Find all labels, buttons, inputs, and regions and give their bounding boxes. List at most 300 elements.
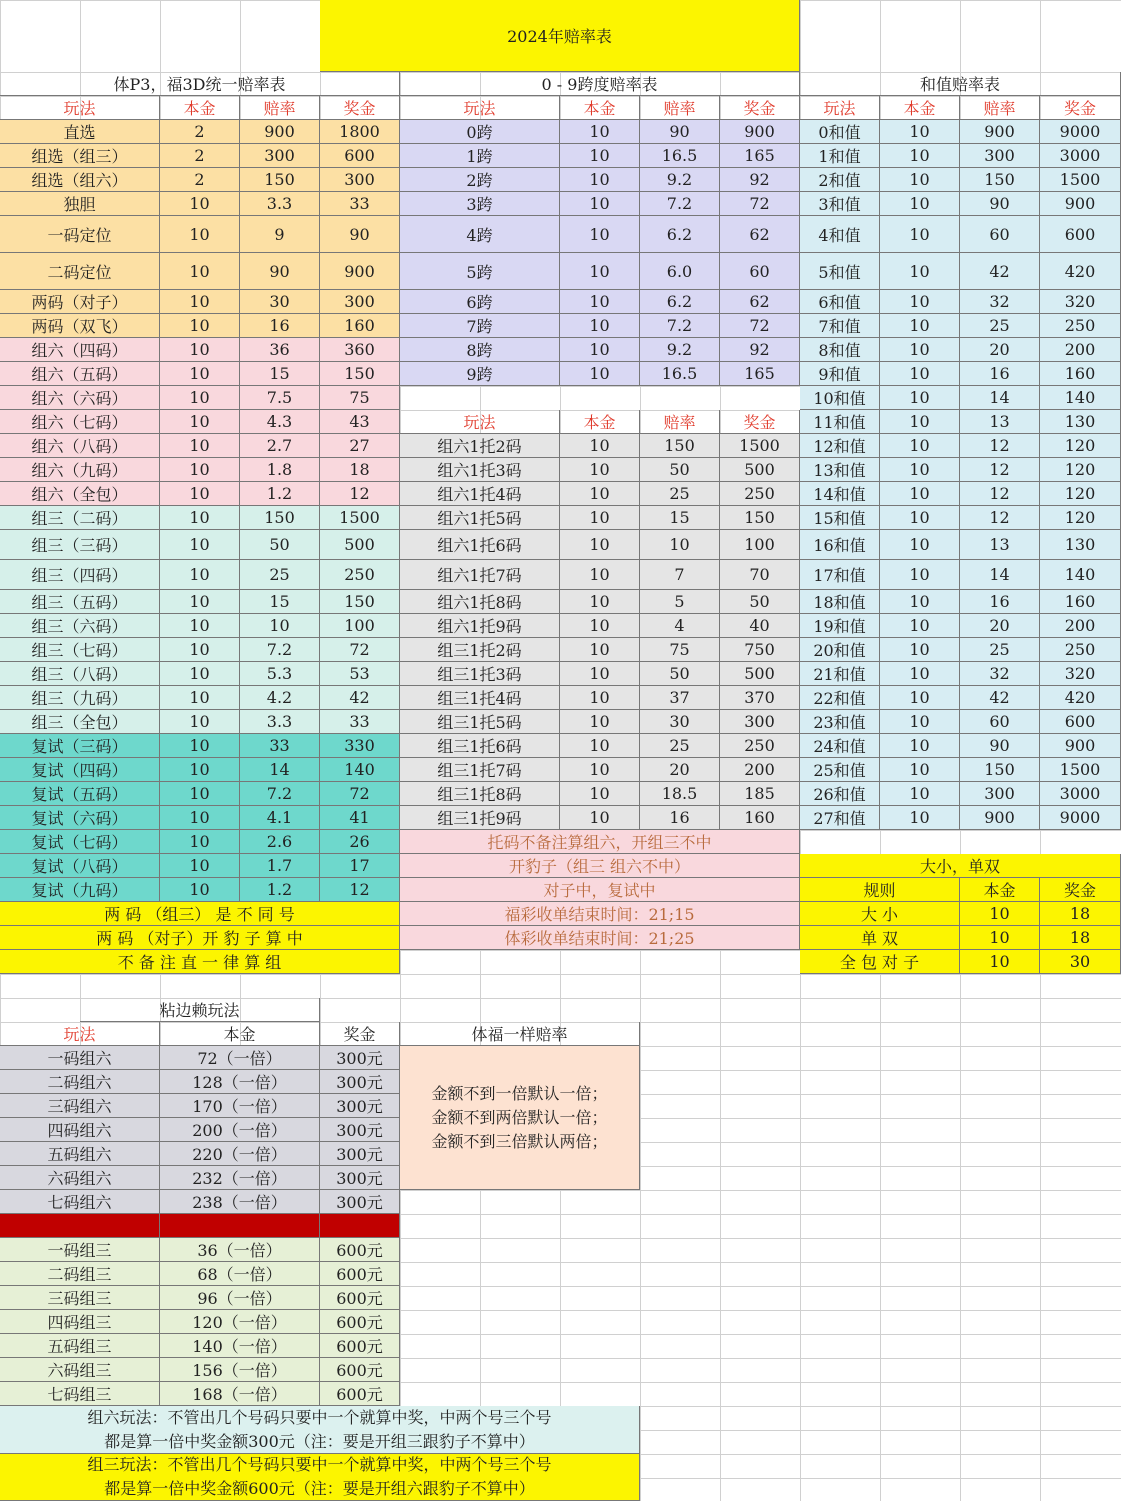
p3-row-cell: 4.3 <box>240 410 320 434</box>
sum-row-cell: 320 <box>1040 290 1121 314</box>
span-row-cell: 4跨 <box>400 216 560 253</box>
edge-three-cell: 六码组三 <box>0 1358 160 1382</box>
edge-three-cell: 四码组三 <box>0 1310 160 1334</box>
p3-note: 不 备 注 直 一 律 算 组 <box>0 950 400 974</box>
span-table-title: 0 - 9跨度赔率表 <box>400 72 800 96</box>
p3-row-cell: 复试（四码） <box>0 758 160 782</box>
sum-row-cell: 16 <box>960 362 1040 386</box>
p3-row-cell: 10 <box>160 830 240 854</box>
p3-row-cell: 43 <box>320 410 400 434</box>
span-row-cell: 6.2 <box>640 216 720 253</box>
sum-row-cell: 1和值 <box>800 144 880 168</box>
p3-row-cell: 10 <box>160 410 240 434</box>
p3-row-cell: 15 <box>240 362 320 386</box>
p3-note: 两 码 （组三） 是 不 同 号 <box>0 902 400 926</box>
tuo-note: 托码不备注算组六，开组三不中 <box>400 830 800 854</box>
tuo-row-cell: 4 <box>640 614 720 638</box>
p3-row-cell: 16 <box>240 314 320 338</box>
edge-six-cell: 300元 <box>320 1190 400 1214</box>
sum-row-cell: 8和值 <box>800 338 880 362</box>
span-row-cell: 10 <box>560 290 640 314</box>
tuo-row-cell: 组六1托4码 <box>400 482 560 506</box>
sum-row-cell: 10 <box>880 386 960 410</box>
tuo-row-cell: 组六1托8码 <box>400 590 560 614</box>
edge-three-cell: 168（一倍） <box>160 1382 320 1406</box>
sum-row-cell: 60 <box>960 710 1040 734</box>
p3-row-cell: 10 <box>160 434 240 458</box>
separator-bar <box>0 1214 160 1238</box>
tuo-header-3: 奖金 <box>720 410 800 434</box>
p3-row-cell: 二码定位 <box>0 253 160 290</box>
sum-row-cell: 10 <box>880 434 960 458</box>
tuo-row-cell: 370 <box>720 686 800 710</box>
tuo-row-cell: 组六1托6码 <box>400 530 560 560</box>
tuo-note: 对子中，复试中 <box>400 878 800 902</box>
sum-row-cell: 3和值 <box>800 192 880 216</box>
tuo-row-cell: 30 <box>640 710 720 734</box>
p3-row-cell: 组选（组六） <box>0 168 160 192</box>
p3-row-cell: 1.2 <box>240 878 320 902</box>
sum-row-cell: 90 <box>960 734 1040 758</box>
p3-row-cell: 10 <box>160 590 240 614</box>
bigsmall-row-cell: 大 小 <box>800 902 960 926</box>
tuo-row-cell: 10 <box>560 434 640 458</box>
span-row-cell: 7跨 <box>400 314 560 338</box>
edge-six-cell: 300元 <box>320 1094 400 1118</box>
sum-row-cell: 150 <box>960 168 1040 192</box>
p3-row-cell: 组六（六码） <box>0 386 160 410</box>
sum-header-1: 本金 <box>880 96 960 120</box>
sum-row-cell: 12 <box>960 506 1040 530</box>
sum-row-cell: 9000 <box>1040 120 1121 144</box>
p3-row-cell: 360 <box>320 338 400 362</box>
sum-row-cell: 27和值 <box>800 806 880 830</box>
sum-row-cell: 13 <box>960 410 1040 434</box>
edge-three-cell: 68（一倍） <box>160 1262 320 1286</box>
tuo-row-cell: 10 <box>560 782 640 806</box>
p3-row-cell: 500 <box>320 530 400 560</box>
edge-six-cell: 一码组六 <box>0 1046 160 1070</box>
edge-six-cell: 四码组六 <box>0 1118 160 1142</box>
tuo-row-cell: 10 <box>560 458 640 482</box>
sum-row-cell: 140 <box>1040 560 1121 590</box>
p3-row-cell: 10 <box>160 482 240 506</box>
sum-row-cell: 10 <box>880 506 960 530</box>
sum-row-cell: 600 <box>1040 710 1121 734</box>
edge-six-cell: 200（一倍） <box>160 1118 320 1142</box>
bigsmall-row-cell: 10 <box>960 926 1040 950</box>
p3-row-cell: 9 <box>240 216 320 253</box>
span-row-cell: 10 <box>560 216 640 253</box>
p3-row-cell: 10 <box>160 253 240 290</box>
sum-row-cell: 420 <box>1040 253 1121 290</box>
span-row-cell: 165 <box>720 362 800 386</box>
sum-row-cell: 900 <box>1040 192 1121 216</box>
tuo-row-cell: 50 <box>720 590 800 614</box>
span-header-2: 赔率 <box>640 96 720 120</box>
p3-row-cell: 75 <box>320 386 400 410</box>
p3-row-cell: 36 <box>240 338 320 362</box>
p3-row-cell: 独胆 <box>0 192 160 216</box>
span-row-cell: 8跨 <box>400 338 560 362</box>
sum-row-cell: 25和值 <box>800 758 880 782</box>
sum-row-cell: 18和值 <box>800 590 880 614</box>
tuo-row-cell: 1500 <box>720 434 800 458</box>
edge-three-cell: 156（一倍） <box>160 1358 320 1382</box>
span-header-3: 奖金 <box>720 96 800 120</box>
edge-three-cell: 七码组三 <box>0 1382 160 1406</box>
sum-row-cell: 900 <box>960 806 1040 830</box>
same-odds-notes <box>400 1046 640 1190</box>
p3-row-cell: 72 <box>320 638 400 662</box>
tuo-row-cell: 750 <box>720 638 800 662</box>
sum-row-cell: 42 <box>960 686 1040 710</box>
edge-title: 粘边赖玩法 <box>80 998 320 1022</box>
tuo-row-cell: 25 <box>640 734 720 758</box>
sum-row-cell: 130 <box>1040 530 1121 560</box>
edge-six-cell: 三码组六 <box>0 1094 160 1118</box>
tuo-header-0: 玩法 <box>400 410 560 434</box>
p3-note: 两 码 （对子）开 豹 子 算 中 <box>0 926 400 950</box>
sum-row-cell: 200 <box>1040 338 1121 362</box>
sum-row-cell: 4和值 <box>800 216 880 253</box>
p3-row-cell: 12 <box>320 482 400 506</box>
tuo-row-cell: 10 <box>560 806 640 830</box>
span-row-cell: 7.2 <box>640 192 720 216</box>
p3-row-cell: 600 <box>320 144 400 168</box>
sum-row-cell: 9和值 <box>800 362 880 386</box>
p3-row-cell: 10 <box>160 458 240 482</box>
p3-row-cell: 10 <box>160 290 240 314</box>
p3-table-title: 体P3，福3D统一赔率表 <box>0 72 400 96</box>
edge-six-cell: 232（一倍） <box>160 1166 320 1190</box>
tuo-row-cell: 15 <box>640 506 720 530</box>
p3-row-cell: 组六（九码） <box>0 458 160 482</box>
sum-row-cell: 120 <box>1040 434 1121 458</box>
sum-row-cell: 10 <box>880 482 960 506</box>
sum-row-cell: 3000 <box>1040 782 1121 806</box>
edge-six-cell: 300元 <box>320 1070 400 1094</box>
p3-row-cell: 150 <box>240 506 320 530</box>
p3-row-cell: 140 <box>320 758 400 782</box>
rule-line: 组六玩法：不管出几个号码只要中一个就算中奖，中两个号三个号 <box>87 1407 552 1427</box>
tuo-note: 开豹子（组三 组六不中） <box>400 854 800 878</box>
tuo-row-cell: 150 <box>640 434 720 458</box>
sum-row-cell: 23和值 <box>800 710 880 734</box>
p3-row-cell: 25 <box>240 560 320 590</box>
tuo-row-cell: 组六1托3码 <box>400 458 560 482</box>
p3-row-cell: 33 <box>320 192 400 216</box>
tuo-row-cell: 10 <box>560 590 640 614</box>
edge-three-cell: 五码组三 <box>0 1334 160 1358</box>
span-row-cell: 10 <box>560 144 640 168</box>
tuo-row-cell: 25 <box>640 482 720 506</box>
rule-group-three <box>0 1454 640 1501</box>
tuo-row-cell: 组三1托3码 <box>400 662 560 686</box>
edge-three-cell: 二码组三 <box>0 1262 160 1286</box>
edge-three-cell: 600元 <box>320 1334 400 1358</box>
p3-row-cell: 7.2 <box>240 782 320 806</box>
p3-row-cell: 10 <box>160 854 240 878</box>
sum-row-cell: 10 <box>880 806 960 830</box>
sum-row-cell: 10 <box>880 290 960 314</box>
sum-row-cell: 20 <box>960 338 1040 362</box>
p3-row-cell: 2.6 <box>240 830 320 854</box>
p3-row-cell: 组三（三码） <box>0 530 160 560</box>
tuo-row-cell: 100 <box>720 530 800 560</box>
sum-row-cell: 32 <box>960 290 1040 314</box>
p3-row-cell: 150 <box>320 590 400 614</box>
sum-row-cell: 300 <box>960 144 1040 168</box>
tuo-row-cell: 组三1托2码 <box>400 638 560 662</box>
sum-row-cell: 26和值 <box>800 782 880 806</box>
tuo-row-cell: 10 <box>560 614 640 638</box>
span-row-cell: 92 <box>720 168 800 192</box>
edge-six-cell: 300元 <box>320 1166 400 1190</box>
p3-row-cell: 10 <box>240 614 320 638</box>
sum-row-cell: 10 <box>880 590 960 614</box>
edge-three-cell: 600元 <box>320 1358 400 1382</box>
rule-group-six <box>0 1406 640 1454</box>
p3-row-cell: 组三（四码） <box>0 560 160 590</box>
sum-row-cell: 22和值 <box>800 686 880 710</box>
p3-row-cell: 17 <box>320 854 400 878</box>
p3-row-cell: 直选 <box>0 120 160 144</box>
sum-row-cell: 10 <box>880 530 960 560</box>
span-row-cell: 9.2 <box>640 338 720 362</box>
tuo-row-cell: 50 <box>640 458 720 482</box>
p3-row-cell: 26 <box>320 830 400 854</box>
p3-row-cell: 5.3 <box>240 662 320 686</box>
span-row-cell: 9.2 <box>640 168 720 192</box>
sum-row-cell: 5和值 <box>800 253 880 290</box>
edge-three-cell: 600元 <box>320 1310 400 1334</box>
bigsmall-header-0: 规则 <box>800 878 960 902</box>
tuo-row-cell: 10 <box>560 482 640 506</box>
sum-row-cell: 16 <box>960 590 1040 614</box>
sum-row-cell: 10 <box>880 614 960 638</box>
tuo-note: 体彩收单结束时间：21;25 <box>400 926 800 950</box>
p3-row-cell: 4.1 <box>240 806 320 830</box>
sum-header-3: 奖金 <box>1040 96 1121 120</box>
p3-row-cell: 33 <box>320 710 400 734</box>
p3-row-cell: 组三（五码） <box>0 590 160 614</box>
p3-row-cell: 7.5 <box>240 386 320 410</box>
sum-row-cell: 250 <box>1040 314 1121 338</box>
sum-row-cell: 13和值 <box>800 458 880 482</box>
p3-row-cell: 27 <box>320 434 400 458</box>
p3-row-cell: 复试（九码） <box>0 878 160 902</box>
p3-row-cell: 33 <box>240 734 320 758</box>
p3-row-cell: 复试（八码） <box>0 854 160 878</box>
p3-header-2: 赔率 <box>240 96 320 120</box>
p3-row-cell: 两码（双飞） <box>0 314 160 338</box>
span-row-cell: 10 <box>560 362 640 386</box>
tuo-header-1: 本金 <box>560 410 640 434</box>
tuo-row-cell: 组六1托5码 <box>400 506 560 530</box>
span-header-0: 玩法 <box>400 96 560 120</box>
sum-row-cell: 60 <box>960 216 1040 253</box>
sum-row-cell: 10 <box>880 216 960 253</box>
p3-header-3: 奖金 <box>320 96 400 120</box>
sum-row-cell: 900 <box>1040 734 1121 758</box>
tuo-row-cell: 10 <box>560 638 640 662</box>
sum-row-cell: 2和值 <box>800 168 880 192</box>
p3-row-cell: 复试（七码） <box>0 830 160 854</box>
edge-six-cell: 300元 <box>320 1046 400 1070</box>
same-odds-line: 金额不到一倍默认一倍； <box>431 1084 608 1103</box>
tuo-row-cell: 185 <box>720 782 800 806</box>
bigsmall-row-cell: 全 包 对 子 <box>800 950 960 974</box>
tuo-row-cell: 组六1托9码 <box>400 614 560 638</box>
tuo-row-cell: 10 <box>560 734 640 758</box>
sum-row-cell: 10 <box>880 710 960 734</box>
edge-six-cell: 238（一倍） <box>160 1190 320 1214</box>
bigsmall-title: 大小，单双 <box>800 854 1121 878</box>
span-row-cell: 10 <box>560 314 640 338</box>
rule-line: 组三玩法：不管出几个号码只要中一个就算中奖，中两个号三个号 <box>87 1455 552 1474</box>
p3-row-cell: 2 <box>160 120 240 144</box>
sum-row-cell: 19和值 <box>800 614 880 638</box>
p3-row-cell: 10 <box>160 216 240 253</box>
p3-row-cell: 1800 <box>320 120 400 144</box>
p3-row-cell: 900 <box>320 253 400 290</box>
p3-row-cell: 1.8 <box>240 458 320 482</box>
span-row-cell: 7.2 <box>640 314 720 338</box>
tuo-row-cell: 18.5 <box>640 782 720 806</box>
p3-row-cell: 2.7 <box>240 434 320 458</box>
tuo-row-cell: 50 <box>640 662 720 686</box>
sum-row-cell: 9000 <box>1040 806 1121 830</box>
sum-row-cell: 10 <box>880 410 960 434</box>
edge-header-0: 玩法 <box>0 1022 160 1046</box>
span-row-cell: 5跨 <box>400 253 560 290</box>
edge-six-cell: 300元 <box>320 1142 400 1166</box>
sum-row-cell: 21和值 <box>800 662 880 686</box>
tuo-row-cell: 37 <box>640 686 720 710</box>
sum-row-cell: 0和值 <box>800 120 880 144</box>
p3-row-cell: 10 <box>160 506 240 530</box>
tuo-row-cell: 16 <box>640 806 720 830</box>
tuo-row-cell: 组三1托9码 <box>400 806 560 830</box>
tuo-row-cell: 5 <box>640 590 720 614</box>
sum-row-cell: 13 <box>960 530 1040 560</box>
edge-six-cell: 六码组六 <box>0 1166 160 1190</box>
edge-header-2: 奖金 <box>320 1022 400 1046</box>
sum-row-cell: 120 <box>1040 506 1121 530</box>
sum-row-cell: 90 <box>960 192 1040 216</box>
p3-row-cell: 组三（九码） <box>0 686 160 710</box>
tuo-row-cell: 10 <box>640 530 720 560</box>
p3-row-cell: 41 <box>320 806 400 830</box>
sum-header-2: 赔率 <box>960 96 1040 120</box>
span-row-cell: 6.0 <box>640 253 720 290</box>
p3-row-cell: 90 <box>240 253 320 290</box>
tuo-row-cell: 20 <box>640 758 720 782</box>
sum-row-cell: 10 <box>880 120 960 144</box>
span-row-cell: 0跨 <box>400 120 560 144</box>
sum-row-cell: 1500 <box>1040 168 1121 192</box>
edge-six-cell: 72（一倍） <box>160 1046 320 1070</box>
rule-line: 都是算一倍中奖金额600元（注：要是开组六跟豹子不算中） <box>104 1479 535 1498</box>
edge-three-cell: 600元 <box>320 1382 400 1406</box>
p3-row-cell: 300 <box>240 144 320 168</box>
p3-row-cell: 10 <box>160 782 240 806</box>
edge-six-cell: 170（一倍） <box>160 1094 320 1118</box>
span-row-cell: 2跨 <box>400 168 560 192</box>
tuo-row-cell: 250 <box>720 734 800 758</box>
p3-row-cell: 42 <box>320 686 400 710</box>
sum-row-cell: 900 <box>960 120 1040 144</box>
p3-row-cell: 10 <box>160 710 240 734</box>
sum-row-cell: 12 <box>960 434 1040 458</box>
span-row-cell: 92 <box>720 338 800 362</box>
sum-row-cell: 12 <box>960 458 1040 482</box>
p3-row-cell: 10 <box>160 362 240 386</box>
span-row-cell: 165 <box>720 144 800 168</box>
p3-row-cell: 50 <box>240 530 320 560</box>
p3-row-cell: 组六（八码） <box>0 434 160 458</box>
span-header-1: 本金 <box>560 96 640 120</box>
sum-row-cell: 7和值 <box>800 314 880 338</box>
tuo-row-cell: 75 <box>640 638 720 662</box>
tuo-row-cell: 500 <box>720 662 800 686</box>
span-row-cell: 10 <box>560 338 640 362</box>
sum-row-cell: 32 <box>960 662 1040 686</box>
bigsmall-row-cell: 30 <box>1040 950 1121 974</box>
sum-row-cell: 10 <box>880 168 960 192</box>
sum-row-cell: 12 <box>960 482 1040 506</box>
sum-row-cell: 10 <box>880 638 960 662</box>
p3-row-cell: 10 <box>160 734 240 758</box>
edge-three-cell: 三码组三 <box>0 1286 160 1310</box>
sum-row-cell: 10 <box>880 782 960 806</box>
p3-row-cell: 组六（七码） <box>0 410 160 434</box>
p3-row-cell: 10 <box>160 314 240 338</box>
p3-row-cell: 4.2 <box>240 686 320 710</box>
sum-row-cell: 10 <box>880 192 960 216</box>
sum-row-cell: 10 <box>880 338 960 362</box>
same-odds-title: 体福一样赔率 <box>400 1022 640 1046</box>
span-row-cell: 6.2 <box>640 290 720 314</box>
p3-row-cell: 一码定位 <box>0 216 160 253</box>
sum-row-cell: 10 <box>880 662 960 686</box>
p3-row-cell: 15 <box>240 590 320 614</box>
tuo-row-cell: 40 <box>720 614 800 638</box>
tuo-row-cell: 10 <box>560 686 640 710</box>
p3-row-cell: 300 <box>320 290 400 314</box>
p3-row-cell: 150 <box>240 168 320 192</box>
p3-row-cell: 复试（六码） <box>0 806 160 830</box>
span-row-cell: 10 <box>560 192 640 216</box>
sum-row-cell: 10 <box>880 758 960 782</box>
bigsmall-row-cell: 10 <box>960 950 1040 974</box>
sum-row-cell: 12和值 <box>800 434 880 458</box>
p3-row-cell: 150 <box>320 362 400 386</box>
sum-row-cell: 120 <box>1040 458 1121 482</box>
p3-row-cell: 12 <box>320 878 400 902</box>
tuo-row-cell: 10 <box>560 662 640 686</box>
tuo-row-cell: 组三1托6码 <box>400 734 560 758</box>
sum-row-cell: 200 <box>1040 614 1121 638</box>
p3-row-cell: 53 <box>320 662 400 686</box>
span-row-cell: 60 <box>720 253 800 290</box>
p3-row-cell: 10 <box>160 758 240 782</box>
sum-row-cell: 10 <box>880 253 960 290</box>
edge-six-cell: 七码组六 <box>0 1190 160 1214</box>
tuo-row-cell: 250 <box>720 482 800 506</box>
p3-row-cell: 2 <box>160 144 240 168</box>
